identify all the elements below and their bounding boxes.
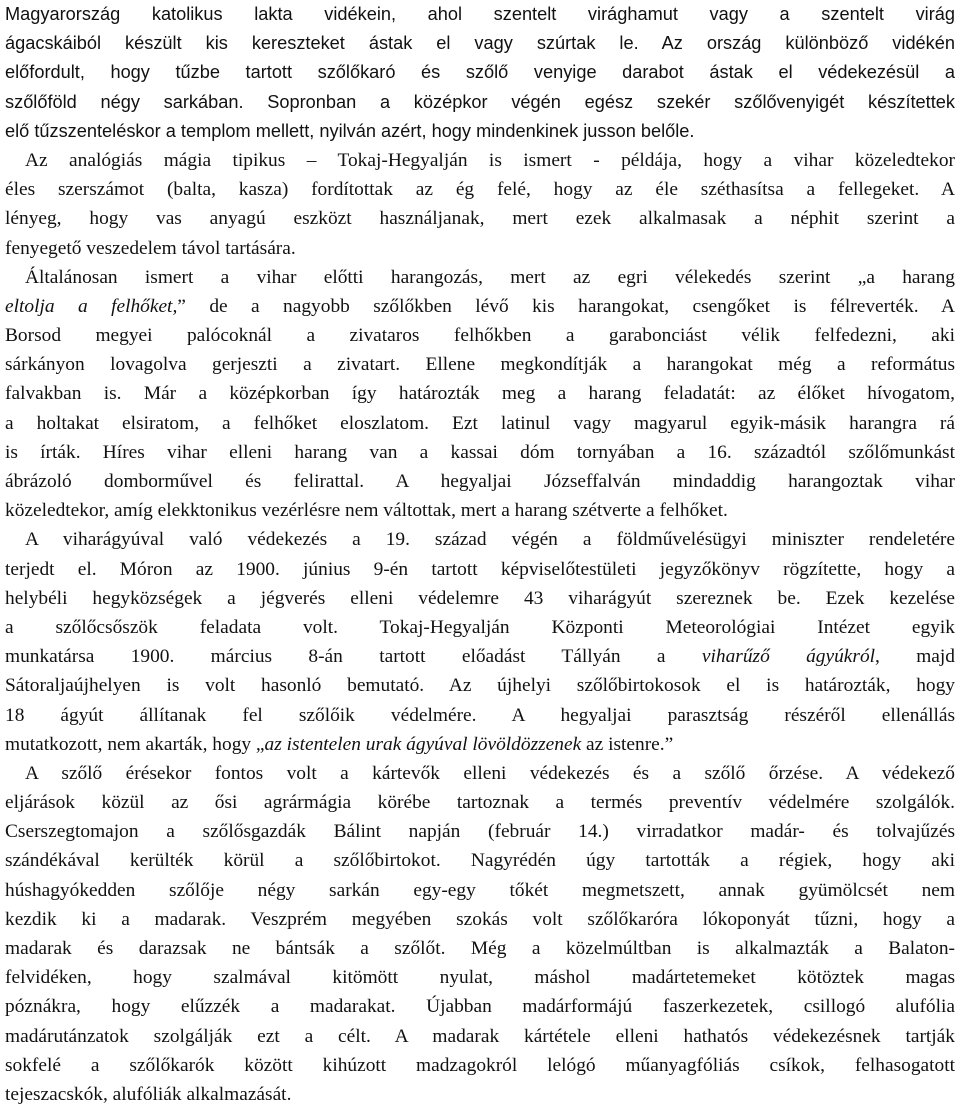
text-line: madárutánzatok szolgálják ezt a célt. A madarak kártétele elleni hathatós védekezésnek tartják: [5, 1025, 955, 1047]
text-line: felvidéken, hogy szalmával kitömött nyulat, máshol madártetemeket kötöztek magas: [5, 967, 955, 989]
text-line: szőlőföld négy sarkában. Sopronban a középkor végén egész szekér szőlővenyigét készítettek: [5, 91, 955, 112]
text-line: is írták. Híres vihar elleni harang van a kassai dóm tornyában a 16. századtól szőlőmunkást: [5, 441, 955, 463]
text-line: kezdik ki a madarak. Veszprém megyében szokás volt szőlőkaróra lókoponyát tűzni, hogy a: [5, 908, 955, 930]
text-run: , majd: [875, 646, 955, 668]
text-line: Magyarország katolikus lakta vidékein, ahol szentelt virághamut vagy a szentelt virág: [5, 4, 955, 24]
text-line: eljárások közül az ősi agrármágia körébe tartoznak a termés preventív védelmére szolgálók.: [5, 792, 955, 814]
text-line: előfordult, hogy tűzbe tartott szőlőkaró és szőlő venyige darabot ástak el védekezésül a: [5, 62, 955, 83]
text-line: ágacskáiból készült kis kereszteket ástak el vagy szúrtak le. Az ország különböző vidékén: [5, 33, 955, 54]
text-line: ábrázoló domborművel és felirattal. A hegyaljai Józseffalván mindaddig harangoztak vihar: [5, 471, 955, 492]
text-line: Az analógiás mágia tipikus – Tokaj-Hegyalján is ismert - példája, hogy a vihar közeledtekor: [25, 149, 955, 171]
text-line: [5, 730, 955, 759]
italic-phrase: az istentelen urak ágyúval lövöldözzenek: [264, 733, 582, 755]
text-line: madarak és darazsak ne bántsák a szőlőt. Még a közelmúltban is alkalmazták a Balaton-: [5, 938, 955, 959]
text-line: [5, 642, 955, 671]
text-line: éles szerszámot (balta, kasza) fordítottak az ég felé, hogy az éle széthasítsa a fellegeket. A: [5, 179, 955, 201]
text-line: [5, 292, 955, 321]
text-line: falvakban is. Már a középkorban így határozták meg a harang feladatát: az élőket hívogatom,: [5, 383, 955, 405]
text-line: elő tűzszenteléskor a templom mellett, nyilván azért, hogy mindenkinek jusson belőle.: [5, 120, 695, 141]
text-line: Általánosan ismert a vihar előtti harangozás, mert az egri vélekedés szerint „a harang: [25, 266, 955, 288]
text-line: húshagyókedden szőlője négy sarkán egy-egy tőkét megmetszett, annak gyümölcsét nem: [5, 879, 955, 901]
paragraph-p5: [5, 759, 955, 1109]
italic-phrase: eltolja a felhőket,: [5, 295, 178, 317]
text-line: Borsod megyei palócoknál a zivataros felhőkben a garabonciást vélik felfedezni, aki: [5, 325, 955, 347]
text-line: sokfelé a szőlőkarók között kihúzott madzagokról lelógó műanyagfóliás csíkok, felhasogatott: [5, 1054, 955, 1076]
text-line: sárkányon lovagolva gerjeszti a zivatart. Ellene megkondítják a harangokat még a református: [5, 354, 955, 376]
text-line: tejeszacskók, alufóliák alkalmazását.: [5, 1083, 292, 1105]
paragraph-p1: [5, 0, 955, 146]
text-line: 18 ágyút állítanak fel szőlőik védelmére. A hegyaljai parasztság részéről ellenállás: [5, 704, 955, 726]
document-page: [5, 0, 955, 1109]
text-run: ” de a nagyobb szőlőkben lévő kis harangokat, csengőket is félreverték. A: [177, 295, 955, 317]
text-line: A viharágyúval való védekezés a 19. század végén a földművelésügyi miniszter rendeletére: [25, 529, 955, 551]
italic-phrase: viharűző ágyúkról: [701, 646, 876, 668]
text-line: A szőlő érésekor fontos volt a kártevők elleni védekezés és a szőlő őrzése. A védekező: [25, 762, 955, 784]
paragraph-p4: [5, 525, 955, 759]
text-run: munkatársa 1900. március 8-án tartott előadást Tállyán a: [5, 646, 702, 668]
text-line: a szőlőcsőszök feladata volt. Tokaj-Hegyalján Központi Meteorológiai Intézet egyik: [5, 616, 955, 638]
text-line: fenyegető veszedelem távol tartására.: [5, 237, 296, 259]
text-line: terjedt el. Móron az 1900. június 9-én tartott képviselőtestületi jegyzőkönyv rögzítette, hogy a: [5, 558, 955, 580]
text-line: póznákra, hogy elűzzék a madarakat. Újabban madárformájú faszerkezetek, csillogó alufólia: [5, 996, 955, 1018]
text-line: közeledtekor, amíg elekktonikus vezérlésre nem váltottak, mert a harang szétverte a felhőket.: [5, 500, 728, 522]
text-run: az istenre.”: [581, 733, 674, 755]
text-line: Cserszegtomajon a szőlősgazdák Bálint napján (február 14.) virradatkor madár- és tolvajűzés: [5, 821, 955, 843]
text-line: Sátoraljaújhelyen is volt hasonló bemutató. Az újhelyi szőlőbirtokosok el is határozták, hogy: [5, 675, 955, 697]
text-run: mutatkozott, nem akarták, hogy „: [5, 733, 265, 755]
text-line: helybéli hegyközségek a jégverés elleni védelemre 43 viharágyút szereznek be. Ezek kezelése: [5, 587, 955, 609]
text-line: a holtakat elsiratom, a felhőket eloszlatom. Ezt latinul vagy magyarul egyik-másik harangra rá: [5, 412, 955, 434]
paragraph-p3: [5, 263, 955, 526]
text-line: lényeg, hogy vas anyagú eszközt használjanak, mert ezek alkalmasak a néphit szerint a: [5, 208, 955, 230]
text-line: szándékával kerülték körül a szőlőbirtokot. Nagyrédén úgy tartották a régiek, hogy aki: [5, 850, 955, 872]
paragraph-p2: [5, 146, 955, 263]
